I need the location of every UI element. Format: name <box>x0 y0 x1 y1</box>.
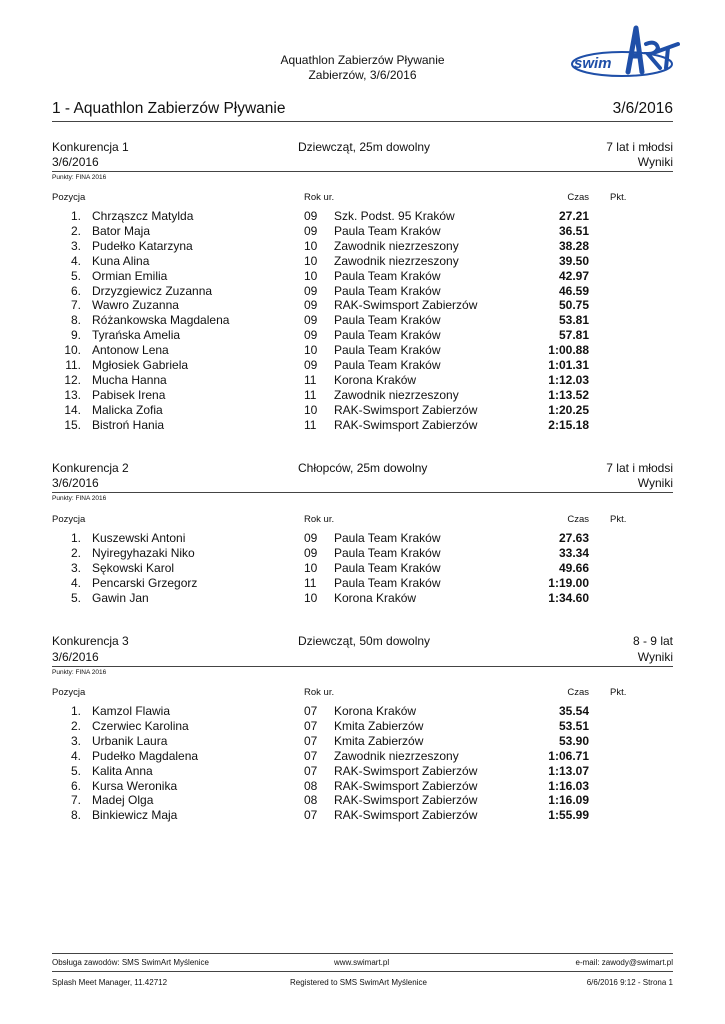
result-time: 1:13.07 <box>548 763 589 778</box>
event-results-label: Wyniki <box>637 155 673 169</box>
swimmer-name: Kuszewski Antoni <box>92 531 186 545</box>
birth-year: 11 <box>304 372 317 387</box>
birth-year: 10 <box>304 268 318 283</box>
result-time: 1:16.03 <box>548 778 589 793</box>
result-row <box>0 388 725 403</box>
result-time: 57.81 <box>558 328 589 343</box>
swimmer-name: Sękowski Karol <box>92 560 175 575</box>
club-name: Zawodnik niezrzeszony <box>334 748 459 763</box>
event-name: Konkurencja 3 <box>52 634 129 648</box>
result-row <box>0 531 725 546</box>
club-name: RAK-Swimsport Zabierzów <box>334 417 478 432</box>
result-time: 27.63 <box>558 531 589 545</box>
result-position: 13. <box>64 387 81 402</box>
birth-year: 07 <box>304 718 318 733</box>
result-position: 6. <box>70 283 81 298</box>
event-description: Dziewcząt, 50m dowolny <box>298 634 431 648</box>
swimmer-name: Madej Olga <box>92 793 154 808</box>
birth-year: 09 <box>304 209 318 223</box>
swimmer-name: Pencarski Grzegorz <box>92 575 198 590</box>
result-time: 1:00.88 <box>548 343 589 358</box>
birth-year: 09 <box>304 313 318 328</box>
club-name: Zawodnik niezrzeszony <box>334 253 459 268</box>
club-name: Szk. Podst. 95 Kraków <box>334 209 455 223</box>
column-header-year: Rok ur. <box>304 687 335 698</box>
club-name: Paula Team Kraków <box>334 223 441 238</box>
event-date: 3/6/2016 <box>52 155 99 169</box>
club-name: Korona Kraków <box>334 372 417 387</box>
result-row <box>0 373 725 388</box>
birth-year: 10 <box>304 402 318 417</box>
birth-year: 11 <box>304 417 317 432</box>
result-time: 46.59 <box>558 283 589 298</box>
swimmer-name: Pudełko Magdalena <box>92 748 199 763</box>
birth-year: 07 <box>304 808 318 823</box>
birth-year: 09 <box>304 283 318 298</box>
result-time: 1:16.09 <box>548 793 589 808</box>
result-position: 2. <box>70 223 81 238</box>
swimmer-name: Kalita Anna <box>92 763 153 778</box>
result-time: 1:55.99 <box>548 808 589 823</box>
swimmer-name: Kursa Weronika <box>92 778 178 793</box>
swimmer-name: Binkiewicz Maja <box>92 808 178 823</box>
points-table-label: Punkty: FINA 2016 <box>52 174 107 181</box>
result-row <box>0 313 725 328</box>
result-time: 49.66 <box>558 560 589 575</box>
result-time: 27.21 <box>558 209 589 223</box>
result-row <box>0 298 725 313</box>
event-rule <box>52 171 673 172</box>
swimmer-name: Kuna Alina <box>92 253 150 268</box>
column-header-position: Pozycja <box>52 687 86 698</box>
birth-year: 09 <box>304 223 318 238</box>
swimmer-name: Bistroń Hania <box>92 417 165 432</box>
result-position: 5. <box>70 763 81 778</box>
header-meet-location-date: Zabierzów, 3/6/2016 <box>308 68 417 82</box>
event-results-label: Wyniki <box>637 476 673 490</box>
result-position: 4. <box>70 748 81 763</box>
result-time: 1:12.03 <box>548 372 589 387</box>
result-row <box>0 749 725 764</box>
club-name: Paula Team Kraków <box>334 358 441 372</box>
result-position: 10. <box>64 343 81 358</box>
footer-rule-top <box>52 953 673 954</box>
result-row <box>0 418 725 433</box>
column-header-year: Rok ur. <box>304 192 335 203</box>
swimmer-name: Różankowska Magdalena <box>92 313 230 328</box>
swimmer-name: Kamzol Flawia <box>92 704 171 718</box>
event-name: Konkurencja 1 <box>52 140 129 154</box>
result-position: 4. <box>70 575 81 590</box>
result-position: 1. <box>70 531 81 545</box>
result-time: 33.34 <box>558 545 589 560</box>
swimmer-name: Malicka Zofia <box>92 402 163 417</box>
swimmer-name: Gawin Jan <box>92 590 149 605</box>
result-position: 9. <box>70 328 81 343</box>
result-position: 12. <box>64 372 81 387</box>
club-name: Korona Kraków <box>334 704 417 718</box>
result-position: 6. <box>70 778 81 793</box>
result-position: 7. <box>70 793 81 808</box>
result-row <box>0 546 725 561</box>
result-position: 15. <box>64 417 81 432</box>
event-date: 3/6/2016 <box>52 476 99 490</box>
birth-year: 07 <box>304 763 318 778</box>
swimmer-name: Wawro Zuzanna <box>92 298 179 313</box>
club-name: RAK-Swimsport Zabierzów <box>334 808 478 823</box>
footer-organizer: Obsługa zawodów: SMS SwimArt Myślenice <box>52 958 209 967</box>
club-name: Korona Kraków <box>334 590 417 605</box>
result-row <box>0 591 725 606</box>
event-age-group: 8 - 9 lat <box>632 634 673 648</box>
result-time: 1:34.60 <box>548 590 589 605</box>
event-description: Chłopców, 25m dowolny <box>298 461 428 475</box>
birth-year: 07 <box>304 748 318 763</box>
result-position: 7. <box>70 298 81 313</box>
event-age-group: 7 lat i młodsi <box>606 461 673 475</box>
result-position: 14. <box>64 402 81 417</box>
result-row <box>0 561 725 576</box>
points-table-label: Punkty: FINA 2016 <box>52 495 107 502</box>
swimmer-name: Antonow Lena <box>92 343 169 358</box>
column-header-points: Pkt. <box>610 192 627 203</box>
result-position: 2. <box>70 545 81 560</box>
club-name: Paula Team Kraków <box>334 283 441 298</box>
birth-year: 10 <box>304 253 318 268</box>
birth-year: 10 <box>304 590 318 605</box>
result-row <box>0 239 725 254</box>
birth-year: 11 <box>304 575 317 590</box>
swimmer-name: Chrząszcz Matylda <box>92 209 194 223</box>
footer-website-link[interactable]: www.swimart.pl <box>334 958 390 967</box>
club-name: Paula Team Kraków <box>334 560 441 575</box>
club-name: Kmita Zabierzów <box>334 733 424 748</box>
club-name: Paula Team Kraków <box>334 328 441 343</box>
result-position: 3. <box>70 560 81 575</box>
swimmer-name: Czerwiec Karolina <box>92 718 189 733</box>
club-name: RAK-Swimsport Zabierzów <box>334 793 478 808</box>
title-rule <box>52 121 673 122</box>
result-time: 1:19.00 <box>548 575 589 590</box>
swimart-logo <box>570 22 680 86</box>
result-position: 1. <box>70 209 81 223</box>
result-row <box>0 704 725 719</box>
event-age-group: 7 lat i młodsi <box>606 140 673 154</box>
svg-text:swim: swim <box>574 55 612 72</box>
result-time: 53.51 <box>558 718 589 733</box>
result-time: 1:20.25 <box>548 402 589 417</box>
birth-year: 09 <box>304 531 318 545</box>
club-name: RAK-Swimsport Zabierzów <box>334 763 478 778</box>
swimmer-name: Mgłosiek Gabriela <box>92 358 189 372</box>
result-time: 1:01.31 <box>548 358 589 372</box>
club-name: Paula Team Kraków <box>334 545 441 560</box>
result-time: 2:15.18 <box>548 417 589 432</box>
result-row <box>0 224 725 239</box>
result-time: 36.51 <box>558 223 589 238</box>
page-title: 1 - Aquathlon Zabierzów Pływanie <box>52 100 286 117</box>
result-position: 8. <box>70 808 81 823</box>
column-header-time: Czas <box>567 687 589 698</box>
club-name: Paula Team Kraków <box>334 531 441 545</box>
result-position: 1. <box>70 704 81 718</box>
birth-year: 07 <box>304 704 318 718</box>
result-position: 3. <box>70 733 81 748</box>
club-name: Paula Team Kraków <box>334 575 441 590</box>
club-name: Kmita Zabierzów <box>334 718 424 733</box>
swimmer-name: Urbanik Laura <box>92 733 168 748</box>
result-row <box>0 209 725 224</box>
birth-year: 07 <box>304 733 318 748</box>
event-rule <box>52 492 673 493</box>
swimmer-name: Mucha Hanna <box>92 372 167 387</box>
result-row <box>0 764 725 779</box>
result-row <box>0 343 725 358</box>
result-row <box>0 403 725 418</box>
birth-year: 10 <box>304 560 318 575</box>
result-time: 1:13.52 <box>548 387 589 402</box>
column-header-position: Pozycja <box>52 514 86 525</box>
column-header-time: Czas <box>567 192 589 203</box>
page-date: 3/6/2016 <box>612 100 673 117</box>
result-row <box>0 719 725 734</box>
club-name: Paula Team Kraków <box>334 313 441 328</box>
result-position: 5. <box>70 268 81 283</box>
club-name: RAK-Swimsport Zabierzów <box>334 298 478 313</box>
column-header-position: Pozycja <box>52 192 86 203</box>
result-row <box>0 808 725 823</box>
result-row <box>0 358 725 373</box>
header-meet-name: Aquathlon Zabierzów Pływanie <box>280 53 445 67</box>
result-row <box>0 284 725 299</box>
result-position: 4. <box>70 253 81 268</box>
birth-year: 10 <box>304 238 318 253</box>
swimmer-name: Bator Maja <box>92 223 151 238</box>
result-row <box>0 793 725 808</box>
event-results-label: Wyniki <box>637 650 673 664</box>
swimmer-name: Ormian Emilia <box>92 268 168 283</box>
result-time: 1:06.71 <box>548 748 589 763</box>
result-row <box>0 734 725 749</box>
footer-timestamp-page: 6/6/2016 9:12 - Strona 1 <box>586 978 673 987</box>
result-time: 39.50 <box>558 253 589 268</box>
club-name: Zawodnik niezrzeszony <box>334 387 459 402</box>
column-header-time: Czas <box>567 514 589 525</box>
column-header-points: Pkt. <box>610 687 627 698</box>
footer-email-link[interactable]: e-mail: zawody@swimart.pl <box>575 958 673 967</box>
swimmer-name: Pudełko Katarzyna <box>92 238 193 253</box>
birth-year: 08 <box>304 793 318 808</box>
result-row <box>0 254 725 269</box>
swimmer-name: Drzyzgiewicz Zuzanna <box>92 283 213 298</box>
birth-year: 09 <box>304 545 318 560</box>
event-rule <box>52 666 673 667</box>
result-position: 2. <box>70 718 81 733</box>
footer-registration: Registered to SMS SwimArt Myślenice <box>290 978 427 987</box>
club-name: Paula Team Kraków <box>334 343 441 358</box>
result-time: 50.75 <box>558 298 589 313</box>
event-date: 3/6/2016 <box>52 650 99 664</box>
footer-software: Splash Meet Manager, 11.42712 <box>52 978 168 987</box>
club-name: RAK-Swimsport Zabierzów <box>334 402 478 417</box>
birth-year: 10 <box>304 343 318 358</box>
column-header-year: Rok ur. <box>304 514 335 525</box>
result-position: 3. <box>70 238 81 253</box>
club-name: Zawodnik niezrzeszony <box>334 238 459 253</box>
birth-year: 09 <box>304 358 318 372</box>
result-time: 35.54 <box>558 704 589 718</box>
swimmer-name: Pabisek Irena <box>92 387 166 402</box>
result-time: 53.81 <box>558 313 589 328</box>
event-name: Konkurencja 2 <box>52 461 129 475</box>
column-header-points: Pkt. <box>610 514 627 525</box>
result-row <box>0 328 725 343</box>
event-description: Dziewcząt, 25m dowolny <box>298 140 431 154</box>
birth-year: 11 <box>304 387 317 402</box>
result-row <box>0 779 725 794</box>
result-row <box>0 269 725 284</box>
result-position: 8. <box>70 313 81 328</box>
club-name: Paula Team Kraków <box>334 268 441 283</box>
result-position: 5. <box>70 590 81 605</box>
club-name: RAK-Swimsport Zabierzów <box>334 778 478 793</box>
swimmer-name: Nyiregyhazaki Niko <box>92 545 195 560</box>
birth-year: 09 <box>304 328 318 343</box>
result-time: 42.97 <box>558 268 589 283</box>
result-time: 53.90 <box>558 733 589 748</box>
birth-year: 09 <box>304 298 318 313</box>
result-row <box>0 576 725 591</box>
points-table-label: Punkty: FINA 2016 <box>52 669 107 676</box>
footer-rule-bottom <box>52 971 673 972</box>
result-time: 38.28 <box>558 238 589 253</box>
result-position: 11. <box>65 358 81 372</box>
swimmer-name: Tyrańska Amelia <box>92 328 181 343</box>
birth-year: 08 <box>304 778 318 793</box>
